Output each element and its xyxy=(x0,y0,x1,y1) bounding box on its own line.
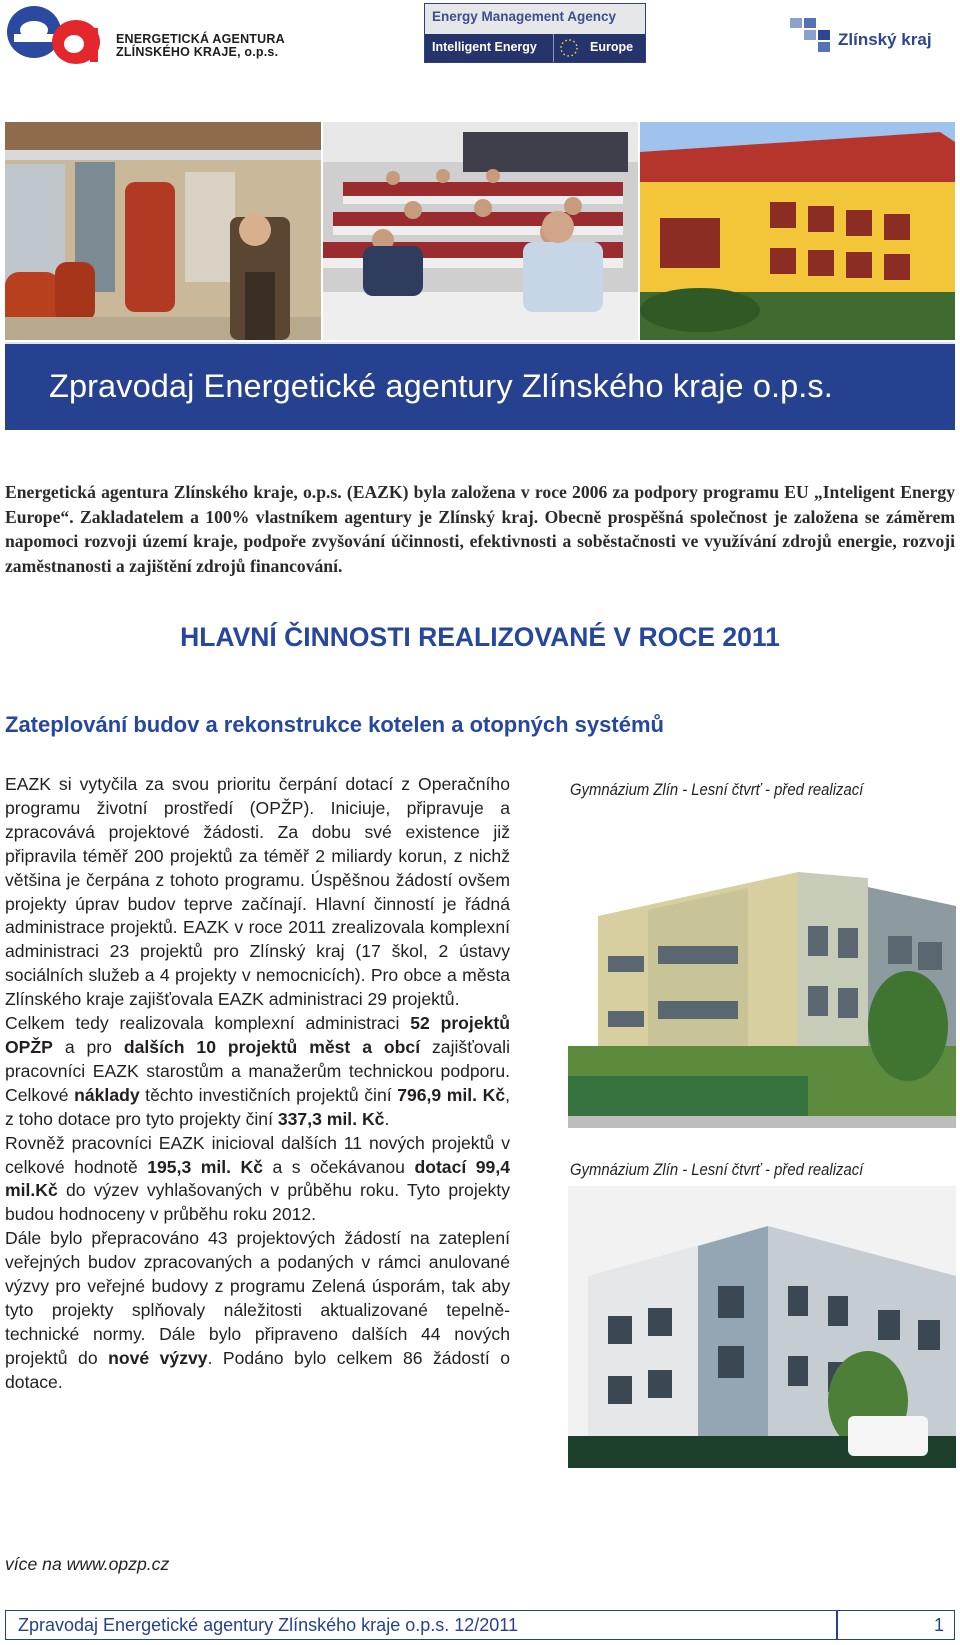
section-heading: HLAVNÍ ČINNOSTI REALIZOVANÉ V ROCE 2011 xyxy=(180,622,780,652)
ema-intelligent-energy: Intelligent Energy xyxy=(432,40,537,54)
p2-text-a: Celkem tedy realizovala komplexní administraci xyxy=(5,1013,411,1034)
logo-energy-management-agency xyxy=(424,3,646,63)
caption-after: Gymnázium Zlín - Lesní čtvrť - před realizací xyxy=(570,1161,864,1179)
p2-text-g: těchto investičních projektů činí xyxy=(139,1084,398,1105)
ema-europe: Europe xyxy=(590,40,634,54)
newsletter-title: Zpravodaj Energetické agentury Zlínského kraje o.p.s. xyxy=(49,368,833,404)
more-info-link[interactable]: více na www.opzp.cz xyxy=(5,1554,170,1574)
photo-seminar-room xyxy=(323,122,638,340)
ema-divider xyxy=(553,34,554,62)
eu-stars-icon xyxy=(556,37,582,59)
p2-text-e: zajišťovali pracovníci EAZK starostům a manažerům technickou podporu. Celkové xyxy=(5,1036,510,1105)
sub-heading: Zateplování budov a rekonstrukce kotelen a otopných systémů xyxy=(5,712,664,737)
ea-logo-text xyxy=(116,33,285,59)
header-photo-strip xyxy=(5,122,955,340)
p3-bold-b: 195,3 mil. Kč xyxy=(147,1156,264,1177)
zk-logo-text: Zlínský kraj xyxy=(838,30,932,49)
photo-school-building xyxy=(640,122,955,340)
p4-text-c: . Podáno bylo celkem 86 žádostí o dotace. xyxy=(5,1347,510,1392)
p3-text-a: Rovněž pracovníci EAZK inicioval dalších 11 nových projektů v celkové hodnotě xyxy=(5,1132,510,1177)
p2-bold-h: 796,9 mil. Kč xyxy=(397,1084,506,1105)
p3-bold-d: dotací 99,4 mil.Kč xyxy=(5,1156,510,1201)
body-paragraph-2 xyxy=(5,1012,510,1132)
p2-text-k: . xyxy=(384,1108,390,1129)
p2-bold-d: dalších 10 projektů měst a obcí xyxy=(123,1036,421,1057)
footer-title: Zpravodaj Energetické agentury Zlínského kraje o.p.s. 12/2011 xyxy=(18,1615,518,1635)
title-banner xyxy=(5,342,955,430)
body-paragraph-4 xyxy=(5,1227,510,1394)
intro-paragraph: Energetická agentura Zlínského kraje, o.p.s. (EAZK) byla založena v roce 2006 za podpory programu EU „Inteligent Energy Europe“. Zakladatelem a 100% vlastníkem agentury je Zlínský kraj. Obecně prospěšná společnost je založena se záměrem napomoci rozvoji území kraje, podpoře zvyšování účinnosti, efektivnosti a soběstačnosti ve využívání zdrojů energie, rozvoji zaměstnanosti a zajištění zdrojů financování. xyxy=(5,482,955,576)
p3-text-c: a s očekávanou xyxy=(263,1156,415,1177)
p2-bold-f: náklady xyxy=(74,1084,140,1105)
footer xyxy=(5,1610,955,1640)
p2-bold-b: 52 projektů OPŽP xyxy=(5,1013,510,1057)
logo-zlinsky-kraj xyxy=(790,14,950,54)
logo-energeticka-agentura xyxy=(4,2,304,66)
article-body xyxy=(5,773,510,1395)
ema-logo-top: Energy Management Agency xyxy=(425,4,645,34)
p4-bold-b: nové výzvy xyxy=(108,1347,208,1368)
ea-logo-line2: ZLÍNSKÉHO KRAJE, o.p.s. xyxy=(116,45,279,59)
footer-separator xyxy=(836,1611,838,1639)
p2-text-i: , z toho dotace pro tyto projekty činí xyxy=(5,1084,510,1129)
page-number: 1 xyxy=(933,1615,944,1635)
p2-bold-j: 337,3 mil. Kč xyxy=(277,1108,385,1129)
body-paragraph-3 xyxy=(5,1132,510,1228)
ema-logo-bottom xyxy=(425,34,645,62)
ea-logo-mark-icon xyxy=(4,2,104,66)
zk-squares-icon xyxy=(790,14,834,54)
body-paragraph-1: EAZK si vytyčila za svou prioritu čerpání dotací z Operačního programu životní prostředí (OPŽP). Iniciuje, připravuje a zpracovává projektové žádosti. Za dobu své existence již připravila téměř 200 projektů za téměř 2 miliardy korun, z nichž většina je čerpána z tohoto programu. Úspěšnou žádostí ovšem projekty úprav budov teprve začínají. Hlavní činností je řádná administrace projektů. EAZK v roce 2011 zrealizovala komplexní administraci 23 projektů pro Zlínský kraj (17 škol, 2 ústavy sociálních služeb a 4 projekty v nemocnicích). Pro obce a města Zlínského kraje zajišťovala EAZK administraci 29 projektů. xyxy=(5,774,510,1010)
ea-logo-line1: ENERGETICKÁ AGENTURA xyxy=(116,32,285,46)
photo-gymnasium-after xyxy=(568,1186,956,1468)
photo-gymnasium-before xyxy=(568,836,956,1128)
p2-text-c: a pro xyxy=(52,1036,124,1057)
caption-before: Gymnázium Zlín - Lesní čtvrť - před realizací xyxy=(570,781,864,799)
photo-boiler-room xyxy=(5,122,321,340)
p3-text-e: do výzev vyhlašovaných v průběhu roku. Tyto projekty budou hodnoceny v průběhu roku 2012. xyxy=(5,1180,510,1225)
p4-text-a: Dále bylo přepracováno 43 projektových žádostí na zateplení veřejných budov zpracovaných a podaných v rámci anulované výzvy pro veřejné budovy z programu Zelená úsporám, tak aby tyto projekty splňovaly náležitosti aktualizované tepelně-technické normy. Dále bylo připraveno dalších 44 nových projektů do xyxy=(5,1228,510,1368)
